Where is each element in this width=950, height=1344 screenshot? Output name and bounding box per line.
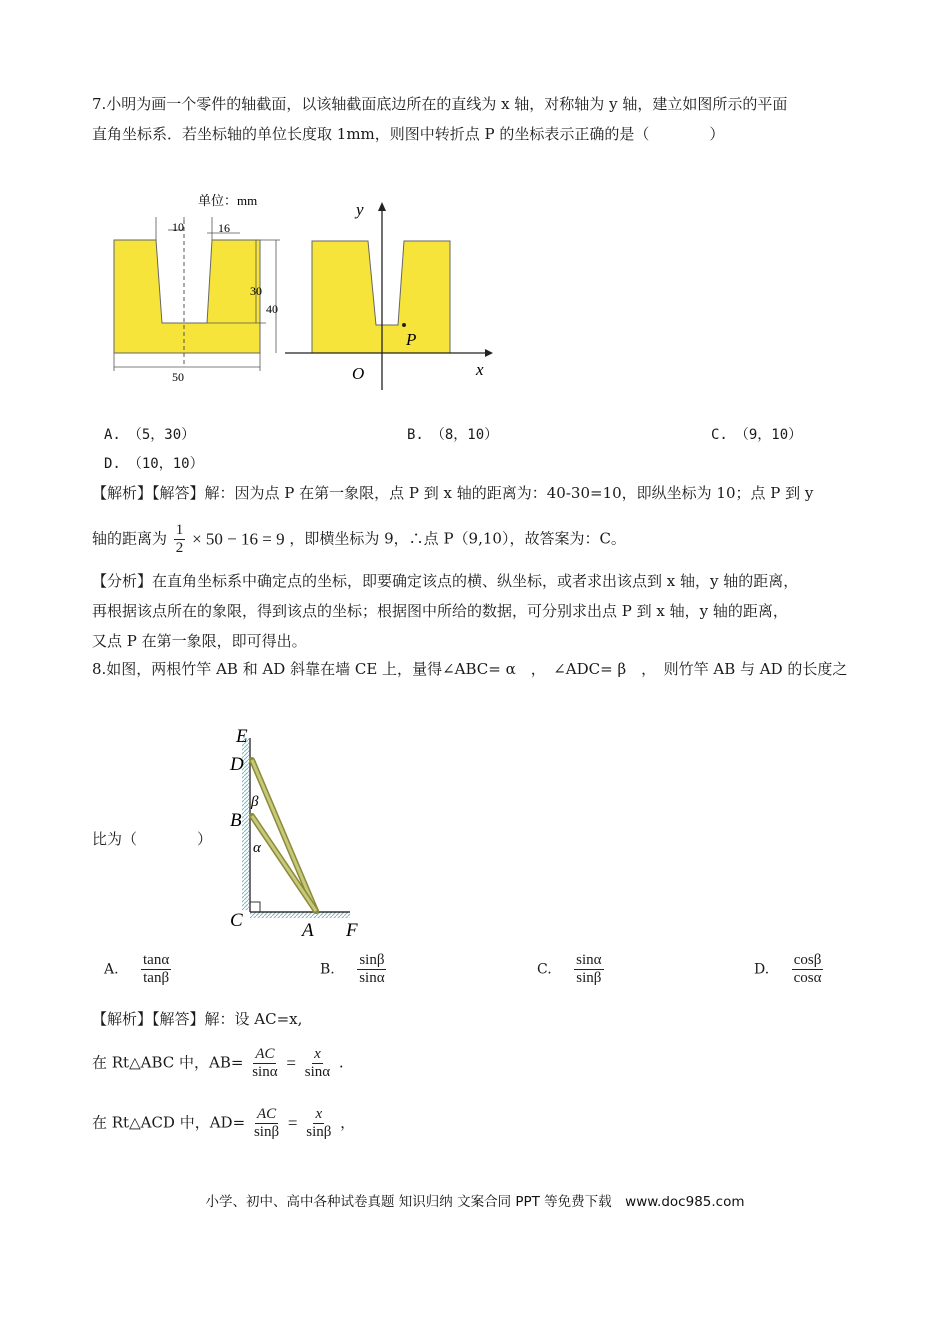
label-e: E [236, 726, 248, 747]
q7-solution-line-1: 【解析】【解答】解：因为点 P 在第一象限，点 P 到 x 轴的距离为：40-30=10，即纵坐标为 10；点 P 到 y [92, 484, 814, 502]
q7-analysis-line-2: 再根据该点所在的象限，得到该点的坐标；根据图中所给的数据，可分别求出点 P 到 x 轴，y 轴的距离， [92, 602, 788, 620]
q7-analysis-line-3: 又点 P 在第一象限，即可得出。 [92, 632, 307, 650]
label-c: C [230, 910, 243, 931]
q8-option-c: C. $\frac{\sin\alpha}{\sin\beta}$ [537, 952, 602, 986]
q7-figure [100, 185, 500, 395]
point-p [402, 323, 406, 327]
part-right-shape [312, 241, 450, 353]
q8-figure [220, 720, 380, 945]
q7-option-d: D. （10，10） [104, 456, 204, 472]
q7-solution-expr: × 50 − 16 = 9 [192, 529, 285, 549]
label-a: A [302, 920, 314, 941]
page-footer: 小学、初中、高中各种试卷真题 知识归纳 文案合同 PPT 等免费下载 www.doc985.com [205, 1194, 745, 1210]
q7-option-c: C. （9，10） [711, 427, 803, 443]
dim-width: 50 [172, 370, 184, 384]
q8-solution-ad: 在 Rt△ACD 中，AD= $\frac{AC}{\sin\beta}$ = $\frac{x}{\sin\beta}$ ， [92, 1106, 356, 1140]
part-left-shape [114, 240, 260, 353]
dim-top-left: 10 [172, 220, 184, 234]
dim-top-right: 16 [218, 221, 230, 235]
q7-solution-line-2: 轴的距离为 $\frac{1}{2}$ × 50 − 16 = 9 ，即横坐标为 9，∴点 P（9,10），故答案为：C。 [92, 522, 626, 556]
q8-line-1: 8.如图，两根竹竿 AB 和 AD 斜靠在墙 CE 上，量得∠ABC= α ， ∠ADC= β ， 则竹竿 AB 与 AD 的长度之 [92, 660, 848, 678]
q7-line-1: 7.小明为画一个零件的轴截面，以该轴截面底边所在的直线为 x 轴，对称轴为 y 轴，建立如图所示的平面 [92, 95, 788, 113]
label-d: D [230, 754, 244, 775]
axis-x-label: x [476, 360, 484, 379]
q8-option-b: B. $\frac{\sin\beta}{\sin\alpha}$ [320, 952, 385, 986]
origin-label: O [352, 364, 365, 383]
q8-option-a: A. $\frac{\tan\alpha}{\tan\beta}$ [104, 952, 170, 986]
q8-solution-ab: 在 Rt△ABC 中，AB= $\frac{AC}{\sin\alpha}$ = $\frac{x}{\sin\alpha}$ . [92, 1046, 344, 1080]
label-b: B [230, 810, 242, 831]
axis-y-label: y [356, 200, 364, 219]
dim-height-outer: 40 [266, 302, 278, 316]
label-f: F [346, 920, 358, 941]
q8-line-2: 比为（ ） [92, 830, 213, 848]
q7-option-b: B. （8，10） [407, 427, 499, 443]
q8-option-d: D. $\frac{\cos\beta}{\cos\alpha}$ [754, 952, 822, 986]
q7-solution-fraction: $\frac{1}{2}$ [175, 522, 184, 556]
label-beta: β [251, 794, 259, 810]
q7-option-a: A. （5，30） [104, 427, 196, 443]
point-p-label: P [406, 330, 417, 349]
unit-label: 单位：mm [198, 193, 258, 208]
q7-analysis-line-1: 【分析】在直角坐标系中确定点的坐标，即要确定该点的横、纵坐标，或者求出该点到 x 轴，y 轴的距离， [92, 572, 799, 590]
dim-height-inner: 30 [250, 284, 262, 298]
label-alpha: α [253, 840, 261, 856]
q7-line-2: 直角坐标系．若坐标轴的单位长度取 1mm，则图中转折点 P 的坐标表示正确的是（ ） [92, 125, 725, 143]
q8-solution-line-1: 【解析】【解答】解：设 AC=x, [92, 1010, 303, 1028]
